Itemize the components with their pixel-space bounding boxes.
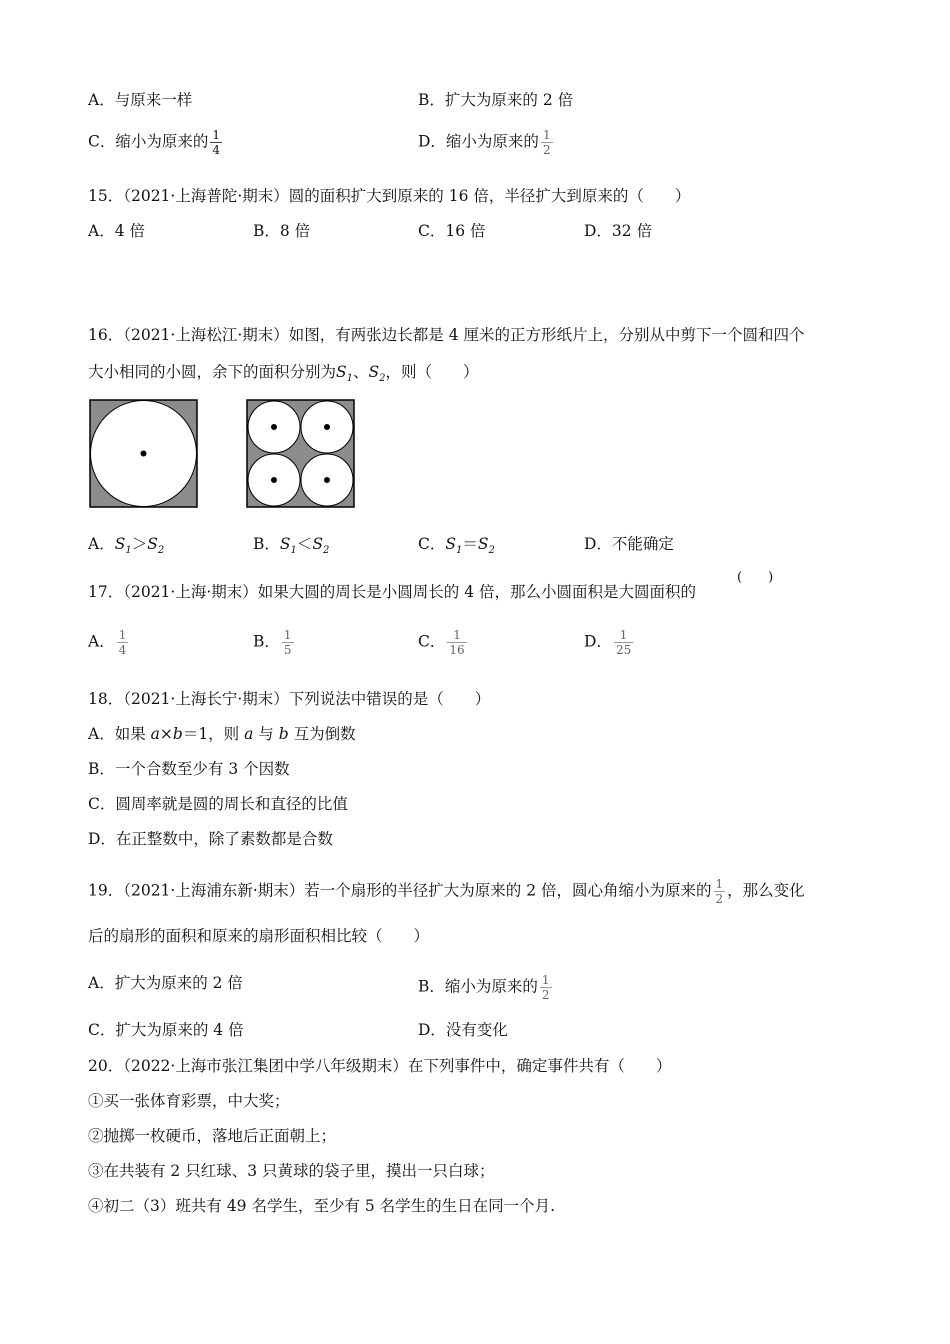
- option-text: ＝1，则: [182, 725, 245, 743]
- q16-figure-one-circle: [89, 399, 199, 509]
- var-b: b: [278, 725, 289, 743]
- q14-option-a: A．与原来一样: [88, 91, 193, 109]
- q19-option-b: [418, 973, 554, 1002]
- separator: 、: [353, 363, 369, 381]
- var-s: S: [477, 535, 489, 553]
- q14-option-c-text: C．缩小为原来的: [88, 132, 209, 151]
- denominator: 4: [118, 643, 127, 657]
- denominator: 4: [212, 143, 221, 157]
- subscript-2: 2: [157, 545, 165, 557]
- fraction: [714, 877, 726, 906]
- q18-option-c: C．圆周率就是圆的周长和直径的比值: [88, 795, 348, 813]
- numerator: 1: [619, 628, 628, 642]
- q16-option-b: [253, 534, 329, 561]
- center-dot: [324, 424, 330, 430]
- var-s: S: [368, 363, 380, 381]
- q15-stem: 15．（2021·上海普陀·期末）圆的面积扩大到原来的 16 倍，半径扩大到原来的（ ）: [88, 187, 691, 205]
- var-s: S: [336, 363, 347, 381]
- q15-option-b: B．8 倍: [253, 222, 311, 240]
- relation: ＝: [462, 535, 478, 553]
- var-s: S: [114, 535, 126, 553]
- numerator: 1: [542, 128, 551, 142]
- q19-stem-line2: 后的扇形的面积和原来的扇形面积相比较（ ）: [88, 927, 430, 945]
- var-s: S: [147, 535, 158, 553]
- q14-option-b: B．扩大为原来的 2 倍: [418, 91, 574, 109]
- q16-option-a: [88, 534, 164, 561]
- q20-item-1: ①买一张体育彩票，中大奖；: [88, 1092, 290, 1110]
- subscript-1: 1: [125, 545, 132, 557]
- q14-option-c: [88, 128, 224, 157]
- denominator: 5: [283, 643, 292, 657]
- fraction: [447, 628, 466, 657]
- option-text: A．如果: [88, 725, 151, 743]
- q19-option-d: D．没有变化: [418, 1021, 508, 1039]
- option-text: B．缩小为原来的: [418, 977, 538, 996]
- stem-text: 19．（2021·上海浦东新·期末）若一个扇形的半径扩大为原来的 2 倍，圆心角缩小为原来的: [88, 881, 712, 900]
- subscript-2: 2: [323, 545, 330, 557]
- q20-stem: 20．（2022·上海市张江集团中学八年级期末）在下列事件中，确定事件共有（ ）: [88, 1057, 672, 1075]
- denominator: 2: [715, 892, 724, 906]
- q17-option-c: [418, 628, 469, 657]
- option-label: C．: [418, 632, 446, 651]
- q16-figure-four-circles: [246, 399, 356, 509]
- q15-option-d: D．32 倍: [584, 222, 653, 240]
- q18-stem: 18．（2021·上海长宁·期末）下列说法中错误的是（ ）: [88, 690, 491, 708]
- var-a: a: [244, 725, 254, 743]
- fraction: [540, 973, 552, 1002]
- numerator: 1: [118, 628, 127, 642]
- numerator: 1: [541, 973, 550, 987]
- q20-item-4: ④初二（3）班共有 49 名学生，至少有 5 名学生的生日在同一个月.: [88, 1197, 556, 1215]
- q19-stem-line1: [88, 877, 805, 906]
- q17-answer-paren: ( ): [737, 570, 774, 585]
- fraction: [117, 628, 129, 657]
- q16-stem-end: ，则（ ）: [385, 363, 479, 381]
- var-a: a: [150, 725, 160, 743]
- center-dot: [271, 424, 277, 430]
- q16-stem-line2: [88, 362, 479, 389]
- numerator: 1: [715, 877, 724, 891]
- subscript-1: 1: [346, 373, 354, 385]
- relation: ＜: [296, 535, 313, 553]
- times-sign: ×: [159, 725, 173, 743]
- q17-stem: 17．（2021·上海·期末）如果大圆的周长是小圆周长的 4 倍，那么小圆面积是大圆面积的: [88, 583, 696, 601]
- q16-option-d: D．不能确定: [584, 535, 674, 553]
- subscript-1: 1: [290, 545, 297, 557]
- fraction: [282, 628, 294, 657]
- q19-option-a: A．扩大为原来的 2 倍: [88, 974, 243, 992]
- option-label: B．: [253, 535, 280, 553]
- q17-option-a: [88, 628, 130, 657]
- option-label: C．: [418, 535, 446, 553]
- q17-option-d: [584, 628, 635, 657]
- q18-option-d: D．在正整数中，除了素数都是合数: [88, 830, 333, 848]
- option-label: B．: [253, 632, 280, 651]
- option-label: A．: [88, 632, 115, 651]
- q18-option-b: B．一个合数至少有 3 个因数: [88, 760, 290, 778]
- denominator: 16: [449, 643, 465, 657]
- center-dot: [271, 477, 277, 483]
- q16-option-c: [418, 534, 495, 561]
- q17-option-b: [253, 628, 296, 657]
- subscript-2: 2: [488, 545, 495, 557]
- q18-option-a: [88, 724, 356, 744]
- q16-stem-line1: 16．（2021·上海松江·期末）如图，有两张边长都是 4 厘米的正方形纸片上，分别从中剪下一个圆和四个: [88, 326, 805, 344]
- q14-option-c-fraction: [210, 128, 222, 157]
- option-label: A．: [88, 535, 115, 553]
- denominator: 25: [615, 643, 632, 657]
- q16-stem-text: 大小相同的小圆，余下的面积分别为: [88, 363, 337, 381]
- center-dot: [141, 451, 147, 457]
- q15-option-a: A．4 倍: [88, 222, 145, 240]
- fraction: [614, 628, 633, 657]
- relation: ＞: [131, 535, 148, 553]
- q15-option-c: C．16 倍: [418, 222, 486, 240]
- var-s: S: [279, 535, 291, 553]
- q20-item-3: ③在共装有 2 只红球、3 只黄球的袋子里，摸出一只白球；: [88, 1162, 495, 1180]
- q19-option-c: C．扩大为原来的 4 倍: [88, 1021, 244, 1039]
- subscript-2: 2: [379, 373, 386, 385]
- var-s: S: [445, 535, 456, 553]
- subscript-1: 1: [456, 545, 463, 557]
- option-text: 与: [253, 725, 279, 743]
- q14-option-d: [418, 128, 555, 157]
- stem-text: ，那么变化: [727, 881, 805, 900]
- option-label: D．: [584, 632, 612, 651]
- q14-option-d-text: D．缩小为原来的: [418, 132, 539, 151]
- q20-item-2: ②抛掷一枚硬币，落地后正面朝上；: [88, 1127, 337, 1145]
- numerator: 1: [453, 628, 461, 642]
- q14-option-d-fraction: [541, 128, 553, 157]
- var-b: b: [172, 725, 183, 743]
- center-dot: [324, 477, 330, 483]
- numerator: 1: [283, 628, 292, 642]
- denominator: 2: [542, 143, 551, 157]
- var-s: S: [312, 535, 324, 553]
- denominator: 2: [541, 988, 550, 1002]
- option-text: 互为倒数: [288, 725, 356, 743]
- numerator: 1: [212, 128, 221, 142]
